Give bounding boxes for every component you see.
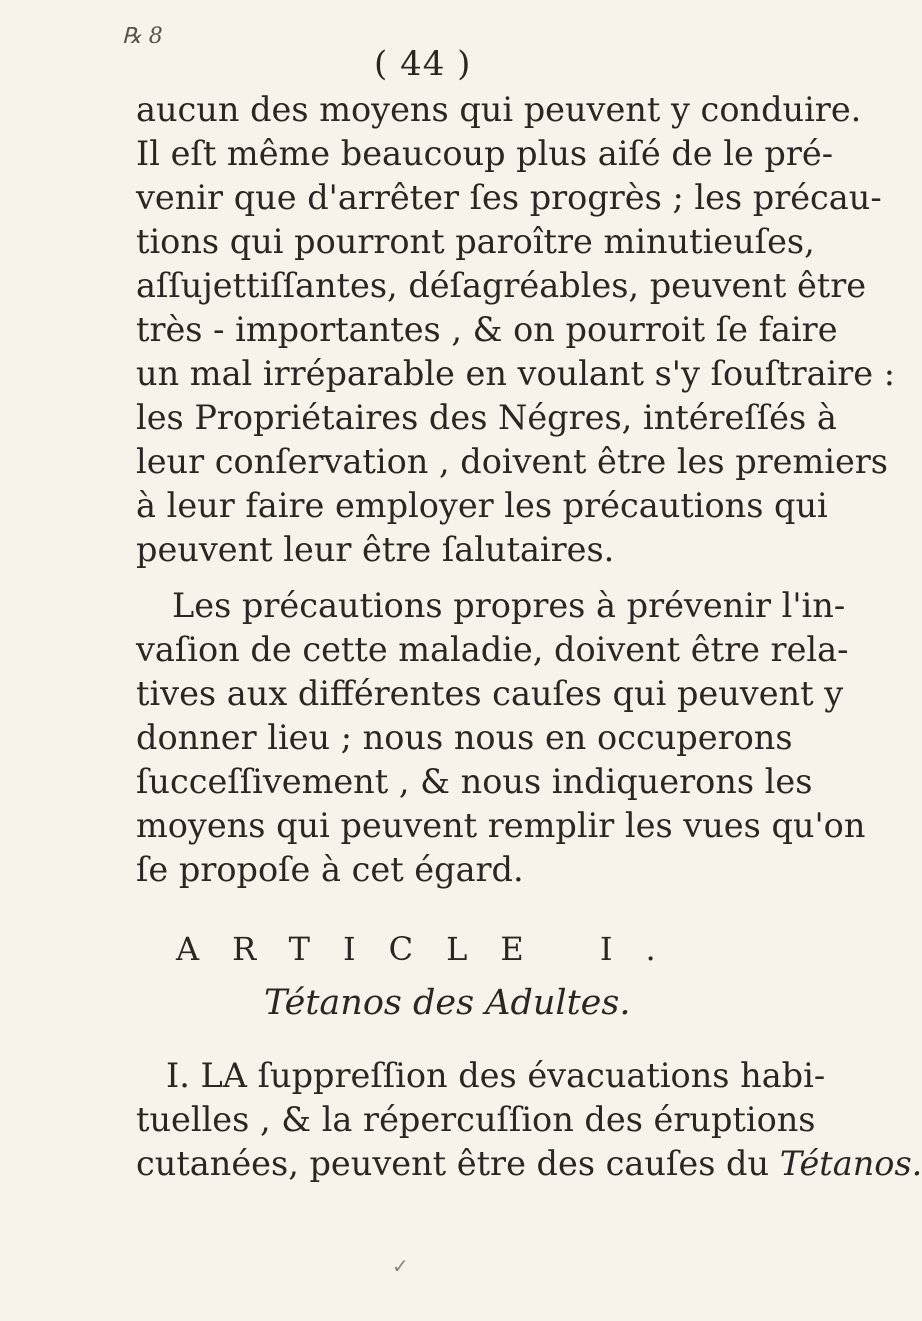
text-line: Les précautions propres à prévenir l'in- (172, 586, 846, 625)
text-line: ſucceſſivement , & nous indiquerons les (136, 762, 813, 801)
text-line: tions qui pourront paroître minutieuſes, (136, 222, 815, 261)
text-line: aſſujettiſſantes, déſagréables, peuvent être (136, 266, 867, 305)
text-line: moyens qui peuvent remplir les vues qu'on (136, 806, 866, 845)
text-line: tuelles , & la répercuſſion des éruptions (136, 1100, 816, 1139)
check-mark-icon: ✓ (392, 1254, 409, 1278)
italic-word: Tétanos. (779, 1144, 922, 1183)
text-line: les Propriétaires des Négres, intéreſſés à (136, 398, 837, 437)
text-span: cutanées, peuvent être des cauſes du (136, 1144, 770, 1183)
text-line: peuvent leur être ſalutaires. (136, 530, 615, 569)
page-number: ( 44 ) (374, 44, 472, 84)
text-line: vaſion de cette maladie, doivent être rela- (136, 630, 849, 669)
text-line: tives aux différentes cauſes qui peuvent y (136, 674, 844, 713)
marginalia: ℞ 8 (122, 24, 163, 49)
text-line: à leur faire employer les précautions qui (136, 486, 828, 525)
text-line: un mal irréparable en voulant s'y ſouſtraire : (136, 354, 896, 393)
text-line: venir que d'arrêter ſes progrès ; les précau- (136, 178, 882, 217)
text-line (136, 1142, 922, 1186)
article-heading: ARTICLE I. (176, 930, 689, 968)
text-line: donner lieu ; nous nous en occuperons (136, 718, 793, 757)
text-line: aucun des moyens qui peuvent y conduire. (136, 90, 862, 129)
text-line: Il eſt même beaucoup plus aiſé de le pré- (136, 134, 834, 173)
article-subtitle: Tétanos des Adultes. (264, 983, 631, 1023)
text-line: leur conſervation , doivent être les premiers (136, 442, 888, 481)
text-line: ſe propoſe à cet égard. (136, 850, 524, 889)
text-line: I. LA ſuppreſſion des évacuations habi- (166, 1056, 826, 1095)
text-line: très - importantes , & on pourroit ſe faire (136, 310, 838, 349)
